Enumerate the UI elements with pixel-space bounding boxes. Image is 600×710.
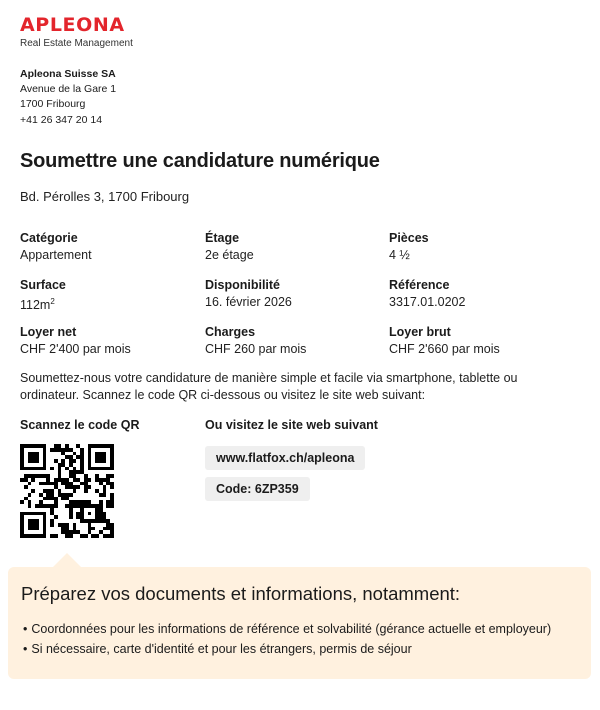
callout-pointer — [53, 553, 81, 567]
list-item: • Si nécessaire, carte d'identité et pour les étrangers, permis de séjour — [23, 639, 551, 659]
qr-code[interactable] — [20, 444, 114, 538]
company-name: Apleona Suisse SA — [20, 68, 116, 80]
company-phone: +41 26 347 20 14 — [20, 113, 103, 126]
apleona-logo: APLEONA — [20, 14, 125, 36]
detail-label: Pièces — [389, 231, 429, 245]
detail-value: CHF 2'400 par mois — [20, 342, 131, 356]
detail-availability — [205, 277, 389, 310]
detail-value — [20, 294, 204, 313]
prepare-documents-box — [8, 567, 591, 679]
company-address-block — [20, 67, 116, 128]
page-title: Soumettre une candidature numérique — [20, 150, 380, 172]
list-item: • Coordonnées pour les informations de référence et solvabilité (gérance actuelle et employeur) — [23, 619, 551, 639]
detail-label: Étage — [205, 231, 240, 245]
detail-charges — [205, 324, 389, 357]
company-street: Avenue de la Gare 1 — [20, 83, 117, 96]
application-code: Code: 6ZP359 — [205, 477, 310, 501]
website-url[interactable]: www.flatfox.ch/apleona — [205, 446, 365, 470]
detail-category — [20, 230, 204, 263]
website-heading: Ou visitez le site web suivant — [205, 418, 378, 432]
detail-label: Charges — [205, 325, 256, 339]
prepare-list — [23, 619, 551, 659]
detail-rooms — [389, 230, 573, 263]
detail-label: Surface — [20, 278, 66, 292]
detail-surface — [20, 277, 204, 313]
property-address: Bd. Pérolles 3, 1700 Fribourg — [20, 189, 190, 204]
detail-value: 16. février 2026 — [205, 295, 292, 309]
qr-heading: Scannez le code QR — [20, 418, 140, 432]
detail-value: 3317.01.0202 — [389, 295, 466, 309]
company-city: 1700 Fribourg — [20, 98, 86, 111]
detail-value: 4 ½ — [389, 248, 410, 262]
detail-floor — [205, 230, 389, 263]
detail-value: 2e étage — [205, 248, 254, 262]
detail-label: Disponibilité — [205, 278, 280, 292]
detail-label: Loyer brut — [389, 325, 451, 339]
detail-label: Catégorie — [20, 231, 78, 245]
logo-subtitle: Real Estate Management — [20, 38, 133, 49]
detail-value: CHF 2'660 par mois — [389, 342, 500, 356]
surface-value: 112m — [20, 298, 51, 312]
detail-label: Loyer net — [20, 325, 77, 339]
detail-reference — [389, 277, 573, 310]
detail-gross-rent — [389, 324, 573, 357]
surface-unit-sup: 2 — [50, 297, 55, 306]
detail-value: Appartement — [20, 248, 92, 262]
detail-value: CHF 260 par mois — [205, 342, 307, 356]
detail-net-rent — [20, 324, 204, 357]
detail-label: Référence — [389, 278, 450, 292]
prepare-title: Préparez vos documents et informations, notamment: — [21, 583, 461, 604]
intro-text: Soumettez-nous votre candidature de manière simple et facile via smartphone, tablette ou ordinateur. Scannez le code QR ci-dessous ou visitez le site web suivant: — [20, 371, 518, 402]
